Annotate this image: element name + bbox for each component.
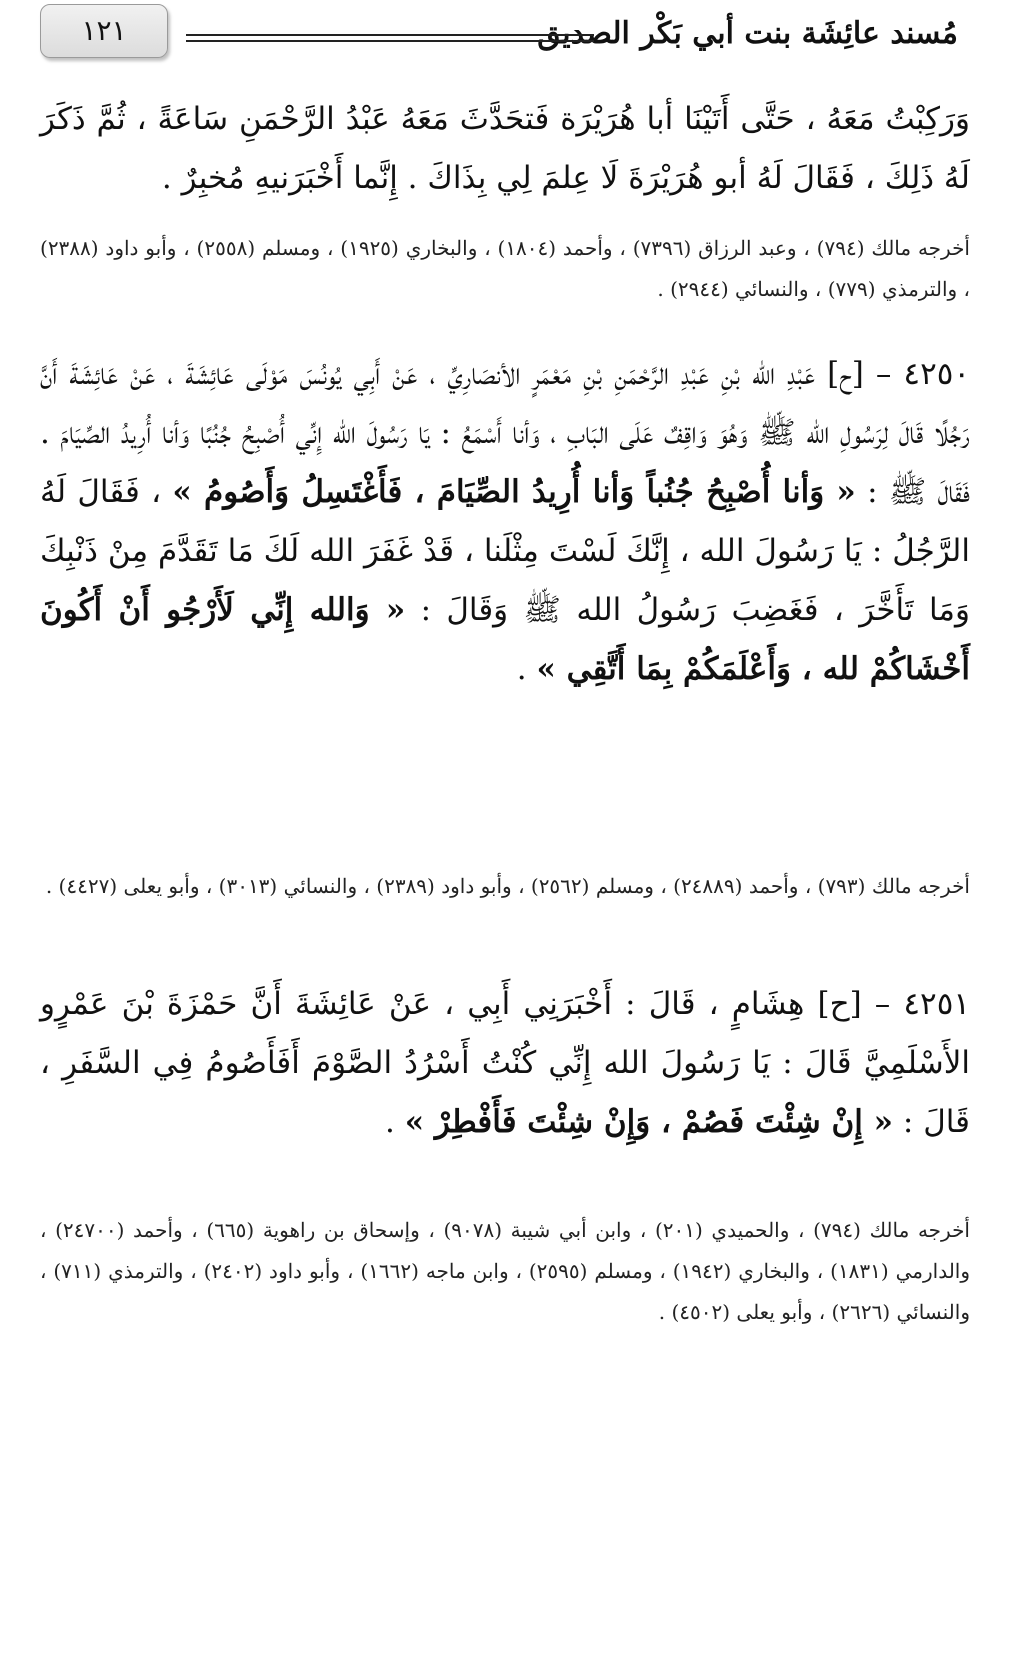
page-header: [0, 0, 1010, 70]
hadith-continuation-text: وَرَكِبْتُ مَعَهُ ، حَتَّى أَتَيْنَا أبا هُرَيْرَة فَتحَدَّثَ مَعَهُ عَبْدُ الرَّحْمَنِ سَاعَةً ، ثُمَّ ذَكَرَ لَهُ ذَلِكَ ، فَقَالَ لَهُ أبو هُرَيْرَةَ لَا عِلمَ لِي بِذَاكَ . إِنَّما أَخْبَرَنيهِ مُخبِرٌ .: [40, 101, 970, 196]
hadith-number: ٤٢٥٠ –: [875, 356, 971, 392]
hadith-end: .: [385, 1104, 395, 1140]
hadith-continuation: [40, 90, 970, 208]
hadith-number: ٤٢٥١ –: [874, 986, 970, 1022]
hadith-4251: [40, 975, 970, 1152]
hadith-4250: [40, 345, 970, 699]
prophetic-quote: « إِنْ شِئْتَ فَصُمْ ، وَإِنْ شِئْتَ فَأَفْطِرْ »: [404, 1104, 894, 1140]
page-number-box: [40, 4, 168, 58]
hadith-end: .: [516, 651, 527, 687]
hadith-text-part: ، فَقَالَ لَهُ الرَّجُلُ : يَا رَسُولَ الله ، إِنَّكَ لَسْتَ مِثْلَنا ، قَدْ غَفَرَ الله لَكَ مَا تَقَدَّمَ مِنْ ذَنْبِكَ وَمَا تَأَخَّرَ ، فَغَضِبَ رَسُولُ الله ﷺ وَقَالَ :: [40, 474, 971, 628]
header-rule-top: [186, 34, 594, 36]
hadith-text-part: [ح] عَبْدِ الله بْنِ عَبْدِ الرَّحْمَنِ بْنِ مَعْمَرٍ الأنصَارِيِّ ، عَنْ أَبِي يُونُسَ مَوْلَى عَائِشَةَ ، عَنْ عَائِشَةَ أَنَّ رَجُلًا قَالَ لِرَسُولِ الله ﷺ وَهُوَ وَاقِفٌ عَلَى البَابِ ، وَأنا أَسْمَعُ : يَا رَسُولَ الله إِنِّي أُصْبِحُ جُنُبًا وَأنا أُرِيدُ الصِّيَامَ . فَقَالَ ﷺ :: [40, 356, 971, 510]
takhrij-note-continuation: أخرجه مالك (٧٩٤) ، وعبد الرزاق (٧٣٩٦) ، وأحمد (١٨٠٤) ، والبخاري (١٩٢٥) ، ومسلم (٢٥٥٨) ، وأبو داود (٢٣٨٨) ، والترمذي (٧٧٩) ، والنسائي (٢٩٤٤) .: [40, 236, 970, 301]
page-number: ١٢١: [81, 14, 127, 47]
takhrij-note-4251: أخرجه مالك (٧٩٤) ، والحميدي (٢٠١) ، وابن أبي شيبة (٩٠٧٨) ، وإسحاق بن راهوية (٦٦٥) ، وأحمد (٢٤٧٠٠) ، والدارمي (١٨٣١) ، والبخاري (١٩٤٢) ، ومسلم (٢٥٩٥) ، وابن ماجه (١٦٦٢) ، وأبو داود (٢٤٠٢) ، والترمذي (٧١١) ، والنسائي (٢٦٢٦) ، وأبو يعلى (٤٥٠٢) .: [40, 1218, 971, 1324]
prophetic-quote: « وَالله إِنِّي لَأَرْجُو أَنْ أَكُونَ أَخْشَاكُمْ لله ، وَأَعْلَمَكُمْ بِمَا أَتَّقِي »: [40, 592, 970, 687]
takhrij-note-4250: أخرجه مالك (٧٩٣) ، وأحمد (٢٤٨٨٩) ، ومسلم (٢٥٦٢) ، وأبو داود (٢٣٨٩) ، والنسائي (٣٠١٣) ، وأبو يعلى (٤٤٢٧) .: [45, 874, 970, 898]
hadith-text-part: [ح] هِشَامٍ ، قَالَ : أَخْبَرَنِي أَبِي ، عَنْ عَائِشَةَ أَنَّ حَمْزَةَ بْنَ عَمْرٍو الأَسْلَمِيَّ قَالَ : يَا رَسُولَ الله إِنِّي كُنْتُ أَسْرُدُ الصَّوْمَ أَفَأَصُومُ فِي السَّفَرِ ، قَالَ :: [40, 986, 970, 1140]
book-title: مُسند عائِشَة بنت أبي بَكْر الصديق: [537, 16, 958, 51]
header-rule-bottom: [186, 40, 594, 42]
prophetic-quote: « وَأنا أُصْبِحُ جُنُباً وَأنا أُرِيدُ الصِّيَامَ ، فَأَغْتَسِلُ وَأَصُومُ »: [172, 474, 856, 510]
